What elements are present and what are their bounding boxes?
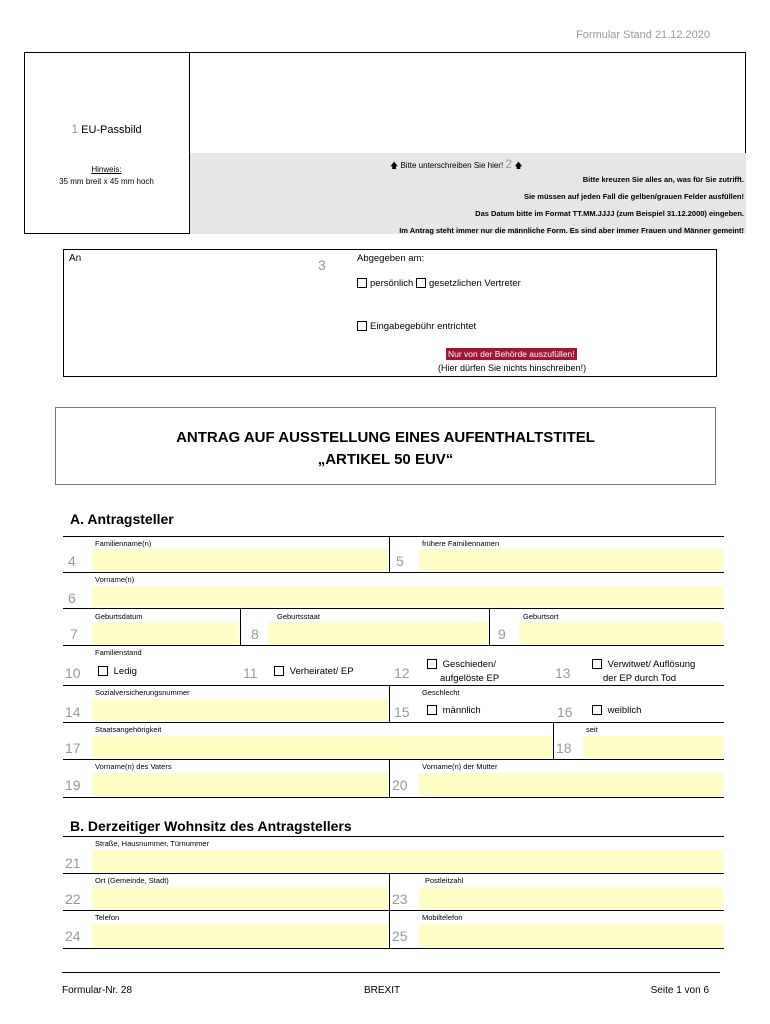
mutter-label: Vorname(n) der Mutter xyxy=(422,762,498,771)
vater-label: Vorname(n) des Vaters xyxy=(95,762,172,771)
section-b-heading: B. Derzeitiger Wohnsitz des Antragstellers xyxy=(70,818,352,834)
field-number: 8 xyxy=(251,626,259,642)
geburtsstaat-input[interactable] xyxy=(268,622,488,644)
telefon-label: Telefon xyxy=(95,913,120,922)
authority-box xyxy=(63,249,717,377)
mobil-label: Mobiltelefon xyxy=(422,913,463,922)
strasse-label: Straße, Hausnummer, Türnummer xyxy=(95,839,210,848)
geburtsort-label: Geburtsort xyxy=(523,612,559,621)
field-number: 4 xyxy=(68,553,76,569)
field-number: 12 xyxy=(394,665,410,681)
staatsangehoerigkeit-label: Staatsangehörigkeit xyxy=(95,725,162,734)
svnr-label: Sozialversicherungsnummer xyxy=(95,688,190,697)
form-title: ANTRAG AUF AUSSTELLUNG EINES AUFENTHALTSTITEL „ARTIKEL 50 EUV“ xyxy=(55,407,716,485)
plz-label: Postleitzahl xyxy=(425,876,464,885)
field-number: 21 xyxy=(65,855,81,871)
strasse-input[interactable] xyxy=(92,850,723,872)
authority-only-badge: Nur von der Behörde auszufüllen! xyxy=(448,349,575,359)
field-number: 23 xyxy=(392,891,408,907)
vorname-label: Vorname(n) xyxy=(95,575,135,584)
geschlecht-label: Geschlecht xyxy=(422,688,460,697)
field-number: 17 xyxy=(65,740,81,756)
maennlich-checkbox[interactable] xyxy=(427,705,437,715)
vorname-input[interactable] xyxy=(92,586,723,607)
field-number: 2 xyxy=(505,157,513,171)
persoenlich-checkbox[interactable] xyxy=(357,278,367,288)
ledig-checkbox[interactable] xyxy=(98,666,108,676)
photo-field[interactable] xyxy=(24,52,190,234)
field-number: 7 xyxy=(70,626,78,642)
geburtsstaat-label: Geburtsstaat xyxy=(277,612,320,621)
vertreter-checkbox[interactable] xyxy=(416,278,426,288)
field-number: 14 xyxy=(65,704,81,720)
abgegeben-label: Abgegeben am: xyxy=(357,253,425,264)
section-a-heading: A. Antragsteller xyxy=(70,511,174,527)
verwitwet-checkbox[interactable] xyxy=(592,659,602,669)
field-number: 3 xyxy=(318,257,326,273)
form-number: Formular-Nr. 28 xyxy=(62,985,133,996)
staatsangehoerigkeit-input[interactable] xyxy=(92,736,552,758)
field-number: 9 xyxy=(498,626,506,642)
mutter-input[interactable] xyxy=(419,773,723,796)
vater-input[interactable] xyxy=(92,773,388,796)
verheiratet-checkbox[interactable] xyxy=(274,666,284,676)
geschieden-checkbox[interactable] xyxy=(427,659,437,669)
photo-title: EU-Passbild xyxy=(81,124,142,136)
weiblich-checkbox[interactable] xyxy=(592,705,602,715)
seit-label: seit xyxy=(586,725,598,734)
fruehere-input[interactable] xyxy=(419,549,723,571)
gebuehr-checkbox[interactable] xyxy=(357,321,367,331)
field-number: 1 xyxy=(71,122,79,136)
mobil-input[interactable] xyxy=(419,924,723,947)
an-label: An xyxy=(69,253,82,264)
ort-input[interactable] xyxy=(92,887,388,909)
footer-divider xyxy=(62,972,720,973)
hint-label: Hinweis: xyxy=(91,165,122,174)
no-write-note: (Hier dürfen Sie nichts hinschreiben!) xyxy=(438,363,587,373)
svnr-input[interactable] xyxy=(92,699,388,721)
ort-label: Ort (Gemeinde, Stadt) xyxy=(95,876,169,885)
field-number: 20 xyxy=(392,777,408,793)
field-number: 22 xyxy=(65,891,81,907)
field-number: 5 xyxy=(396,553,404,569)
familienstand-label: Familienstand xyxy=(95,648,142,657)
field-number: 16 xyxy=(557,704,573,720)
field-number: 13 xyxy=(555,665,571,681)
geburtsdatum-input[interactable] xyxy=(92,622,239,644)
familienname-input[interactable] xyxy=(92,549,388,571)
field-number: 18 xyxy=(556,740,572,756)
familienname-label: Familienname(n) xyxy=(95,539,152,548)
telefon-input[interactable] xyxy=(92,924,388,947)
signature-prompt: 🡅 Bitte unterschreiben Sie hier! 2 🡅 xyxy=(390,157,523,171)
geburtsdatum-label: Geburtsdatum xyxy=(95,612,143,621)
field-number: 10 xyxy=(65,665,81,681)
plz-input[interactable] xyxy=(419,887,723,909)
seit-input[interactable] xyxy=(583,736,723,758)
field-number: 15 xyxy=(394,704,410,720)
field-number: 11 xyxy=(243,665,258,681)
footer-center: BREXIT xyxy=(364,985,401,996)
instructions: Bitte kreuzen Sie alles an, was für Sie zutrifft. Sie müssen auf jeden Fall die gelben/grauen Felder ausfüllen! Das Datum bitte im Format TT.MM.JJJJ (zum Beispiel 31.12.2000) eingeben. Im Antrag steht immer nur die männliche Form. Es sind aber immer Frauen und Männer gemeint! xyxy=(399,175,744,235)
page-number: Seite 1 von 6 xyxy=(650,985,709,996)
field-number: 19 xyxy=(65,777,81,793)
form-date: Formular Stand 21.12.2020 xyxy=(576,29,710,41)
fruehere-label: frühere Familiennamen xyxy=(422,539,500,548)
hint-text: 35 mm breit x 45 mm hoch xyxy=(59,177,154,186)
field-number: 24 xyxy=(65,928,81,944)
field-number: 6 xyxy=(68,590,76,606)
geburtsort-input[interactable] xyxy=(519,622,723,644)
field-number: 25 xyxy=(392,928,408,944)
